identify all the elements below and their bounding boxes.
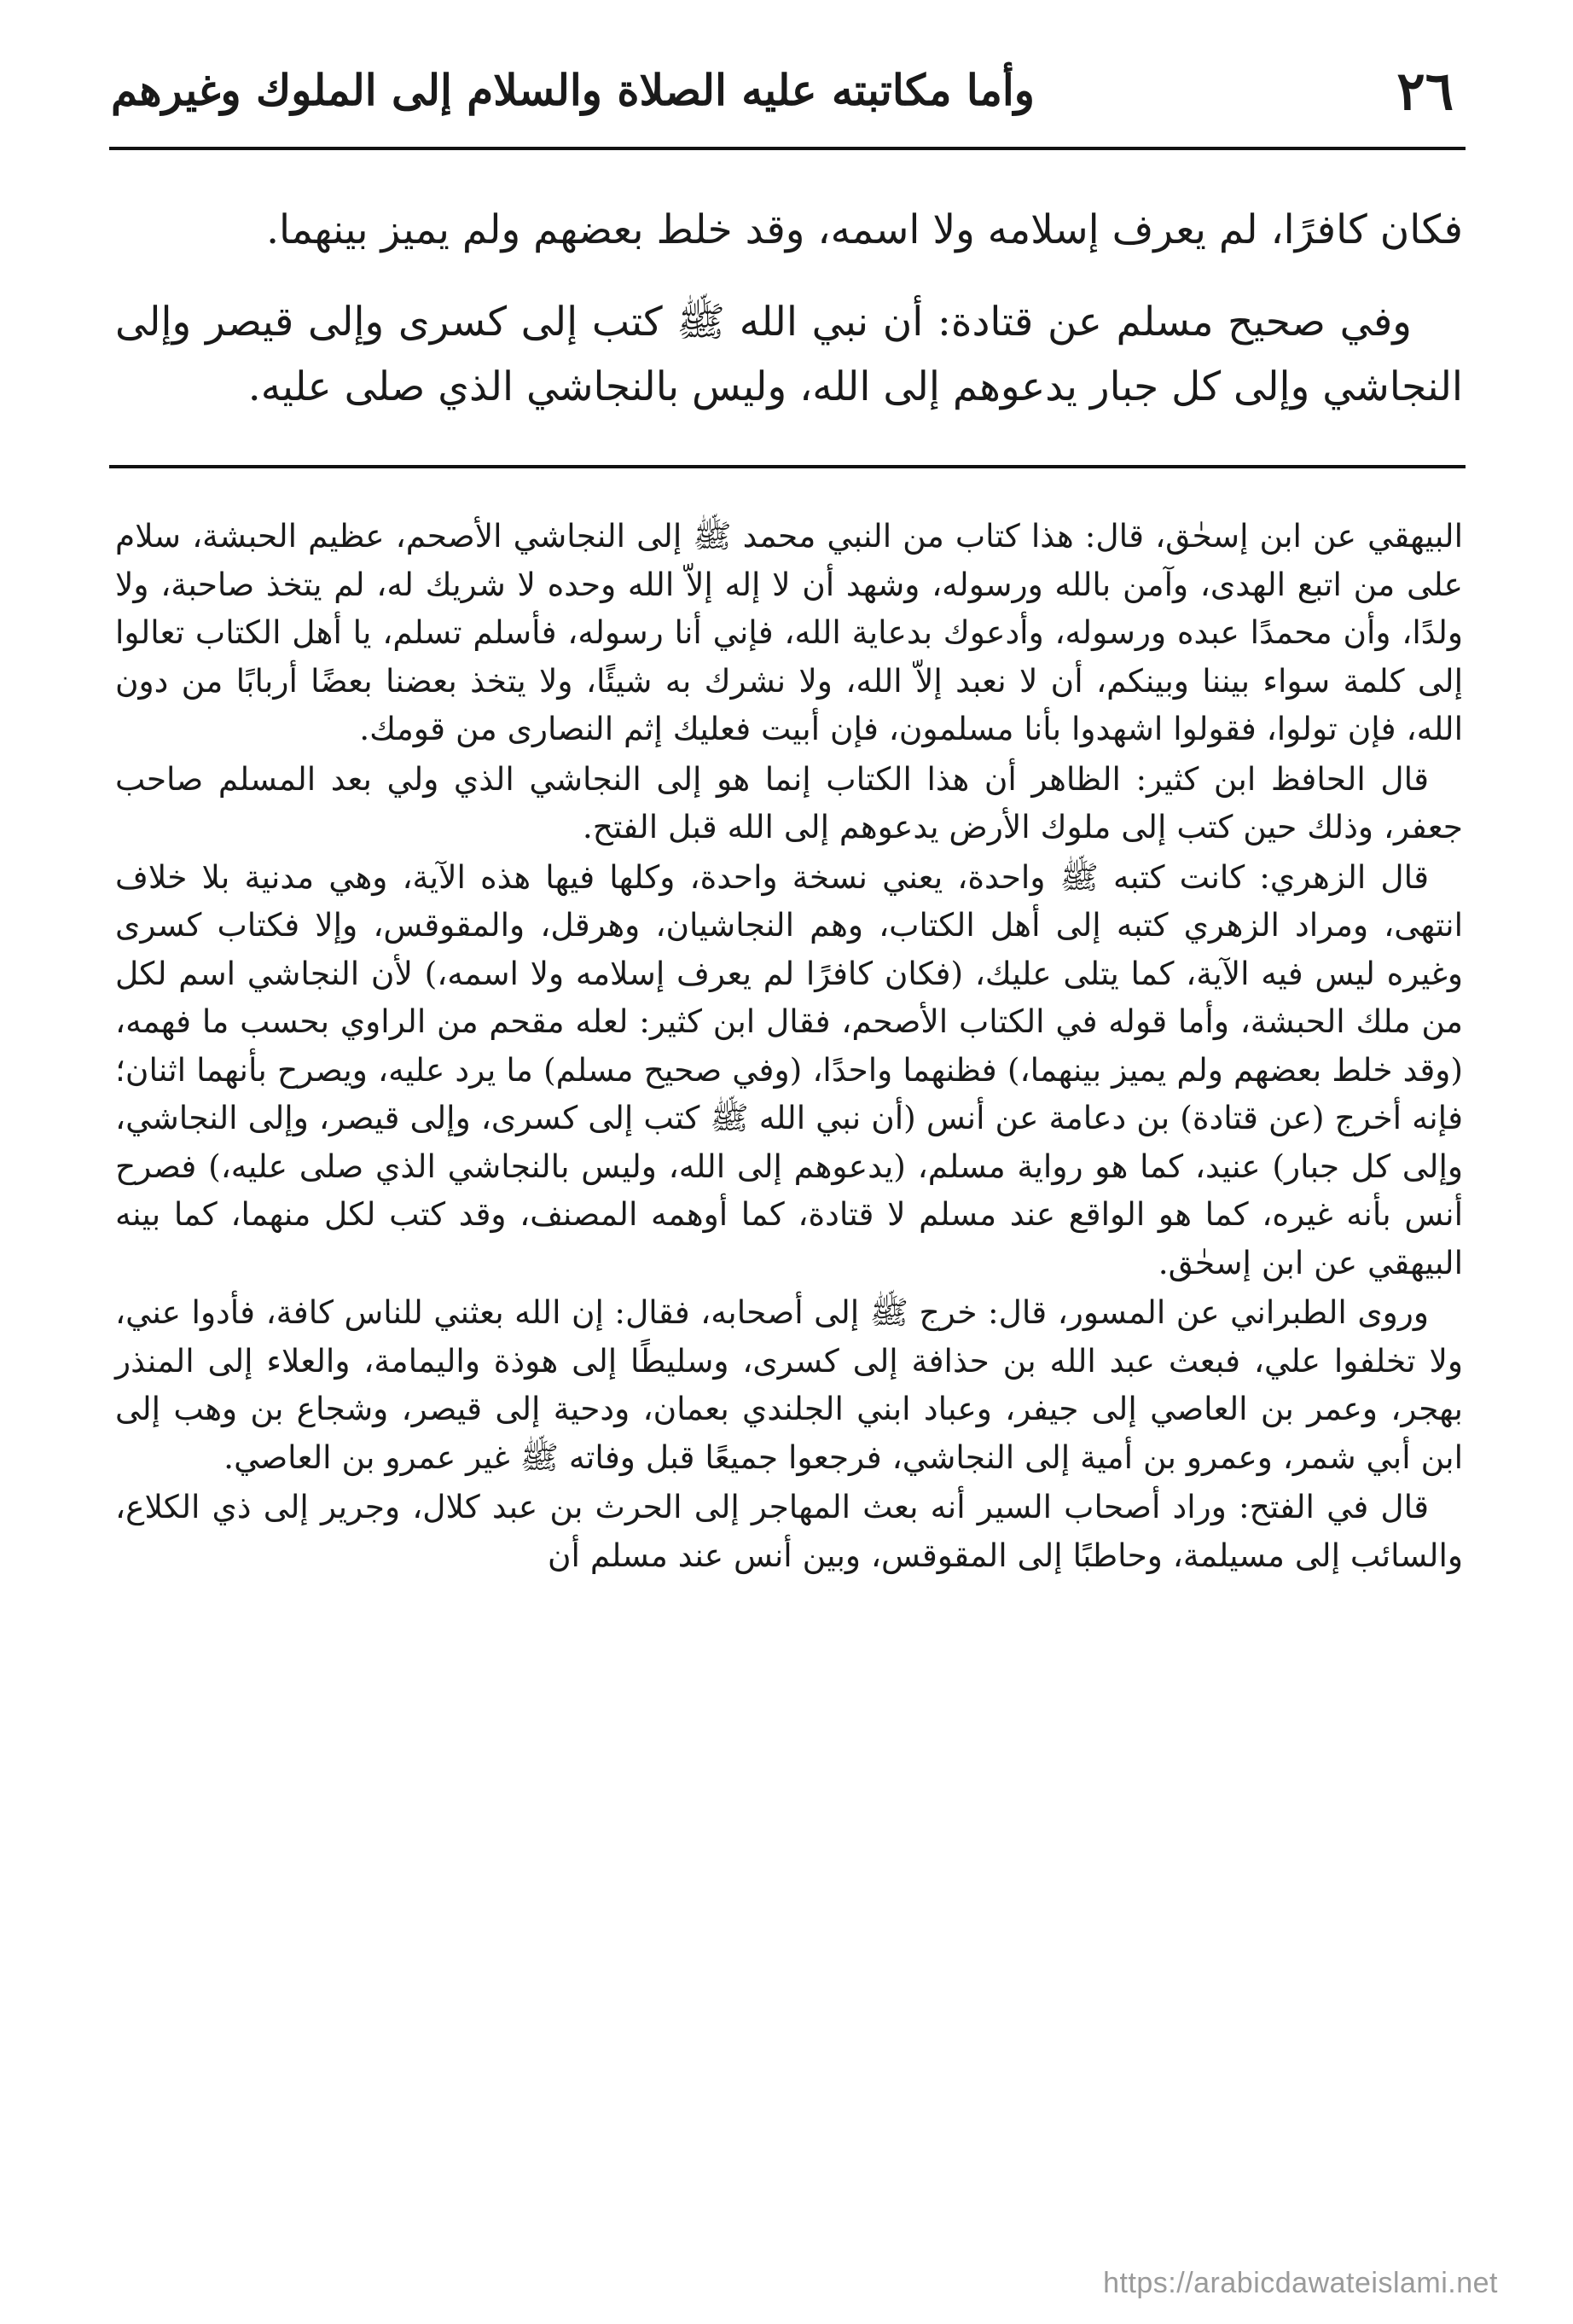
commentary-paragraph: قال الزهري: كانت كتبه ﷺ واحدة، يعني نسخة واحدة، وكلها فيها هذه الآية، وهي مدنية بلا خلاف انتهى، ومراد الزهري كتبه إلى أهل الكتاب، وهم النجاشيان، وهرقل، والمقوقس، وإلا فكتاب كسرى وغيره ليس فيه الآية، كما يتلى عليك، (فكان كافرًا لم يعرف إسلامه ولا اسمه،) لأن النجاشي اسم لكل من ملك الحبشة، وأما قوله في الكتاب الأصحم، فقال ابن كثير: لعله مقحم من الراوي بحسب ما فهمه، (وقد خلط بعضهم ولم يميز بينهما،) فظنهما واحدًا، (وفي صحيح مسلم) ما يرد عليه، ويصرح بأنهما اثنان؛ فإنه أخرج (عن قتادة) بن دعامة عن أنس (أن نبي الله ﷺ كتب إلى كسرى، وإلى قيصر، وإلى النجاشي، وإلى كل جبار) عنيد، كما هو رواية مسلم، (يدعوهم إلى الله، وليس بالنجاشي الذي صلى عليه،) فصرح أنس بأنه غيره، كما هو الواقع عند مسلم لا قتادة، كما أوهمه المصنف، وقد كتب لكل منهما، كما بينه البيهقي عن ابن إسحٰق. — [115, 857, 1463, 1281]
commentary-divider — [109, 465, 1466, 468]
commentary-paragraph: قال الحافظ ابن كثير: الظاهر أن هذا الكتاب إنما هو إلى النجاشي الذي ولي بعد المسلم صاحب جعفر، وذلك حين كتب إلى ملوك الأرض يدعوهم إلى الله قبل الفتح. — [115, 759, 1463, 845]
commentary-paragraph: وروى الطبراني عن المسور، قال: خرج ﷺ إلى أصحابه، فقال: إن الله بعثني للناس كافة، فأدوا عني، ولا تخلفوا علي، فبعث عبد الله بن حذافة إلى كسرى، وسليطًا إلى هوذة واليمامة، والعلاء إلى المنذر بهجر، وعمر بن العاصي إلى جيفر، وعباد ابني الجلندي بعمان، ودحية إلى قيصر، وشجاع بن وهب إلى ابن أبي شمر، وعمرو بن أمية إلى النجاشي، فرجعوا جميعًا قبل وفاته ﷺ غير عمرو بن العاصي. — [115, 1293, 1463, 1476]
running-title: وأما مكاتبته عليه الصلاة والسلام إلى الملوك وغيرهم — [111, 65, 1035, 115]
running-header — [111, 60, 1454, 137]
commentary-paragraph: قال في الفتح: وراد أصحاب السير أنه بعث المهاجر إلى الحرث بن عبد كلال، وجرير إلى ذي الكلاع، والسائب إلى مسيلمة، وحاطبًا إلى المقوقس، وبين أنس عند مسلم أن — [115, 1488, 1463, 1574]
page-number: ٢٦ — [1396, 60, 1454, 122]
header-divider — [109, 147, 1466, 150]
commentary-paragraph: البيهقي عن ابن إسحٰق، قال: هذا كتاب من النبي محمد ﷺ إلى النجاشي الأصحم، عظيم الحبشة، سلام على من اتبع الهدى، وآمن بالله ورسوله، وشهد أن لا إله إلاّ الله وحده لا شريك له، لم يتخذ صاحبة، ولا ولدًا، وأن محمدًا عبده ورسوله، وأدعوك بدعاية الله، فإني أنا رسوله، فأسلم تسلم، يا أهل الكتاب تعالوا إلى كلمة سواء بيننا وبينكم، أن لا نعبد إلاّ الله، ولا نشرك به شيئًا، ولا يتخذ بعضنا بعضًا أربابًا من دون الله، فإن تولوا، فقولوا اشهدوا بأنا مسلمون، فإن أبيت فعليك إثم النصارى من قومك. — [115, 517, 1463, 747]
source-watermark: https://arabicdawateislami.net — [1103, 2267, 1498, 2299]
commentary-text — [115, 512, 1463, 1581]
main-paragraph: فكان كافرًا، لم يعرف إسلامه ولا اسمه، وقد خلط بعضهم ولم يميز بينهما. — [266, 206, 1463, 253]
main-paragraph: وفي صحيح مسلم عن قتادة: أن نبي الله ﷺ كتب إلى كسرى وإلى قيصر وإلى النجاشي وإلى كل جبار يدعوهم إلى الله، وليس بالنجاشي الذي صلى عليه. — [115, 299, 1463, 410]
